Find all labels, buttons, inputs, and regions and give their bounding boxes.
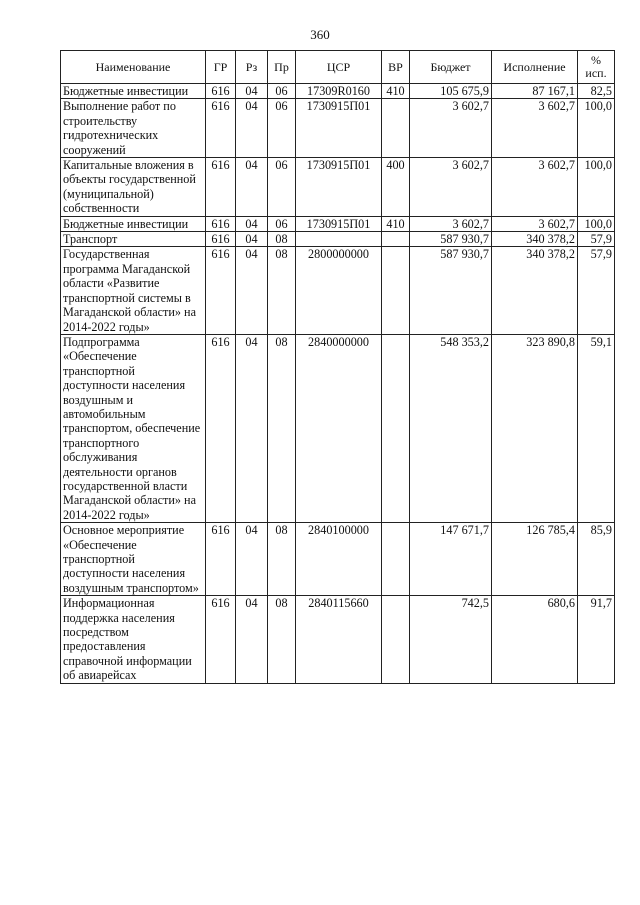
row-name: Государственная программа Магаданской области «Развитие транспортной системы в Магаданской области» на 2014-2022 годы» — [61, 247, 206, 334]
header-execution: Исполнение — [492, 51, 578, 84]
table-row — [61, 523, 615, 596]
row-percent: 59,1 — [578, 334, 615, 522]
row-rz: 04 — [236, 523, 268, 596]
row-rz: 04 — [236, 216, 268, 231]
row-csr: 2840115660 — [296, 596, 382, 683]
row-gr: 616 — [206, 523, 236, 596]
row-rz: 04 — [236, 99, 268, 158]
table-row — [61, 334, 615, 522]
header-percent — [578, 51, 615, 84]
table-header-row — [61, 51, 615, 84]
row-execution: 126 785,4 — [492, 523, 578, 596]
row-pr: 08 — [268, 247, 296, 334]
row-pr: 08 — [268, 232, 296, 247]
row-vr — [382, 232, 410, 247]
row-percent: 82,5 — [578, 84, 615, 99]
row-vr — [382, 247, 410, 334]
header-percent-label: исп. — [585, 66, 607, 80]
row-pr: 08 — [268, 596, 296, 683]
row-rz: 04 — [236, 232, 268, 247]
row-percent: 100,0 — [578, 158, 615, 217]
row-gr: 616 — [206, 232, 236, 247]
row-csr: 2840100000 — [296, 523, 382, 596]
header-pr: Пр — [268, 51, 296, 84]
row-execution: 340 378,2 — [492, 232, 578, 247]
row-gr: 616 — [206, 158, 236, 217]
row-pr: 06 — [268, 158, 296, 217]
row-name: Транспорт — [61, 232, 206, 247]
row-budget: 3 602,7 — [410, 158, 492, 217]
table-row — [61, 99, 615, 158]
table-row — [61, 232, 615, 247]
row-gr: 616 — [206, 247, 236, 334]
table-row — [61, 216, 615, 231]
row-vr — [382, 334, 410, 522]
row-execution: 680,6 — [492, 596, 578, 683]
row-pr: 06 — [268, 216, 296, 231]
row-percent: 57,9 — [578, 247, 615, 334]
row-execution: 3 602,7 — [492, 216, 578, 231]
row-vr: 410 — [382, 84, 410, 99]
row-vr: 410 — [382, 216, 410, 231]
header-percent-sign: % — [591, 53, 601, 67]
row-name: Основное мероприятие «Обеспечение транспортной доступности населения воздушным транспортом» — [61, 523, 206, 596]
row-gr: 616 — [206, 99, 236, 158]
table-row — [61, 247, 615, 334]
row-name: Подпрограмма «Обеспечение транспортной доступности населения воздушным и автомобильным транспортом, обеспечение транспортного обслуживания деятельности органов государственной власти Магаданской области» на 2014-2022 годы» — [61, 334, 206, 522]
row-gr: 616 — [206, 216, 236, 231]
header-budget: Бюджет — [410, 51, 492, 84]
header-name: Наименование — [61, 51, 206, 84]
row-rz: 04 — [236, 158, 268, 217]
row-percent: 100,0 — [578, 99, 615, 158]
row-csr: 17309R0160 — [296, 84, 382, 99]
row-execution: 323 890,8 — [492, 334, 578, 522]
row-vr — [382, 596, 410, 683]
budget-execution-table — [60, 50, 615, 684]
row-budget: 147 671,7 — [410, 523, 492, 596]
row-rz: 04 — [236, 596, 268, 683]
header-csr: ЦСР — [296, 51, 382, 84]
row-vr: 400 — [382, 158, 410, 217]
row-budget: 587 930,7 — [410, 232, 492, 247]
row-csr: 1730915П01 — [296, 99, 382, 158]
row-pr: 06 — [268, 84, 296, 99]
row-pr: 08 — [268, 523, 296, 596]
page-number: 360 — [310, 27, 330, 42]
row-execution: 340 378,2 — [492, 247, 578, 334]
row-csr: 2800000000 — [296, 247, 382, 334]
row-gr: 616 — [206, 84, 236, 99]
row-csr — [296, 232, 382, 247]
row-vr — [382, 523, 410, 596]
row-percent: 85,9 — [578, 523, 615, 596]
row-pr: 06 — [268, 99, 296, 158]
row-percent: 57,9 — [578, 232, 615, 247]
row-vr — [382, 99, 410, 158]
row-name: Выполнение работ по строительству гидротехнических сооружений — [61, 99, 206, 158]
row-name: Информационная поддержка населения посредством предоставления справочной информации об авиарейсах — [61, 596, 206, 683]
row-budget: 742,5 — [410, 596, 492, 683]
row-budget: 3 602,7 — [410, 216, 492, 231]
row-execution: 3 602,7 — [492, 99, 578, 158]
row-name: Капитальные вложения в объекты государственной (муниципальной) собственности — [61, 158, 206, 217]
header-vr: ВР — [382, 51, 410, 84]
row-gr: 616 — [206, 596, 236, 683]
table-row — [61, 158, 615, 217]
table-row — [61, 596, 615, 683]
row-rz: 04 — [236, 247, 268, 334]
header-gr: ГР — [206, 51, 236, 84]
row-percent: 100,0 — [578, 216, 615, 231]
row-csr: 2840000000 — [296, 334, 382, 522]
row-csr: 1730915П01 — [296, 216, 382, 231]
row-rz: 04 — [236, 84, 268, 99]
table-row — [61, 84, 615, 99]
row-budget: 105 675,9 — [410, 84, 492, 99]
row-budget: 548 353,2 — [410, 334, 492, 522]
row-percent: 91,7 — [578, 596, 615, 683]
row-budget: 587 930,7 — [410, 247, 492, 334]
row-name: Бюджетные инвестиции — [61, 84, 206, 99]
header-rz: Рз — [236, 51, 268, 84]
row-execution: 3 602,7 — [492, 158, 578, 217]
row-name: Бюджетные инвестиции — [61, 216, 206, 231]
row-rz: 04 — [236, 334, 268, 522]
row-budget: 3 602,7 — [410, 99, 492, 158]
row-pr: 08 — [268, 334, 296, 522]
row-gr: 616 — [206, 334, 236, 522]
row-csr: 1730915П01 — [296, 158, 382, 217]
row-execution: 87 167,1 — [492, 84, 578, 99]
